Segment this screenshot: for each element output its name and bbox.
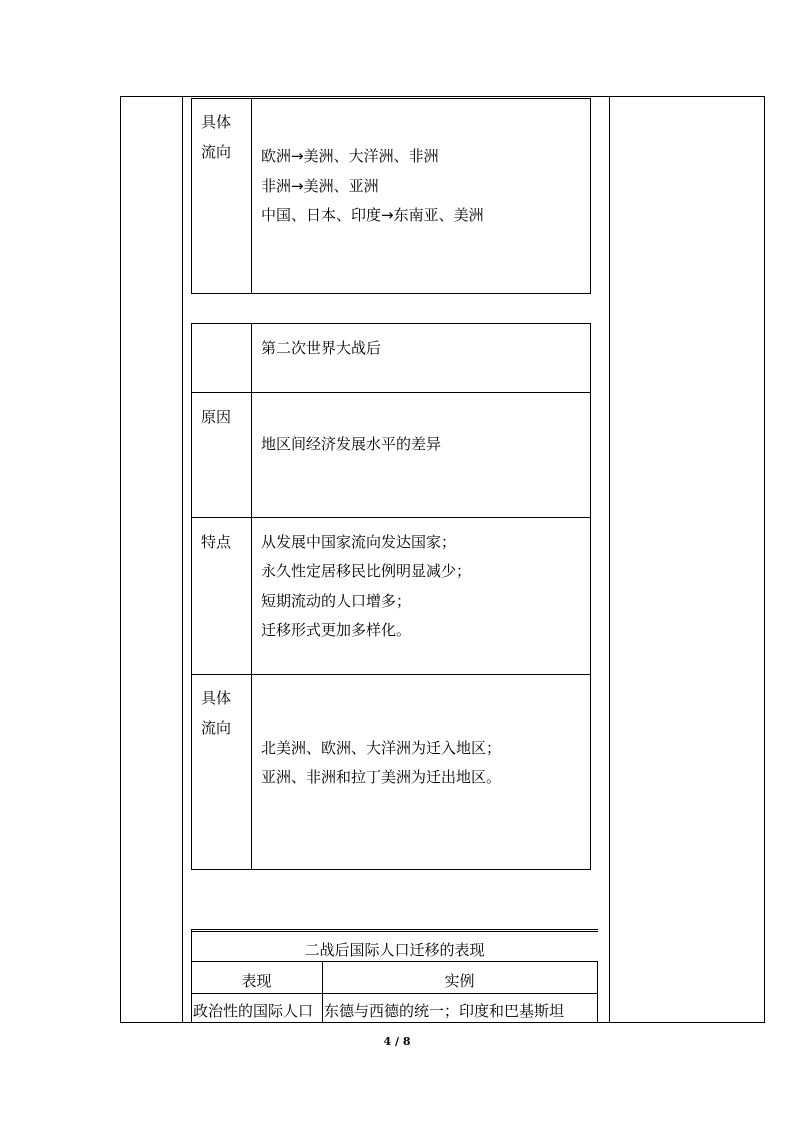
table2-row-label: 特点	[201, 533, 232, 551]
outer-right-border	[764, 96, 765, 1023]
table2-row-content: 地区间经济发展水平的差异	[261, 435, 442, 453]
table2-row-content: 北美洲、欧洲、大洋洲为迁入地区；	[261, 739, 502, 757]
table1-content-line: 欧洲→美洲、大洋洲、非洲	[261, 147, 439, 165]
table2-row-label: 原因	[201, 408, 232, 426]
table2-row-label: 流向	[201, 719, 232, 737]
outer-bottom-border	[120, 1022, 765, 1023]
table3-title-divider	[191, 961, 598, 962]
table1-content-line: 中国、日本、印度→东南亚、美洲	[261, 206, 484, 224]
table2-row-content: 从发展中国家流向发达国家；	[261, 533, 457, 551]
table3-header-col1: 表现	[241, 972, 272, 990]
table2-col-divider	[251, 323, 252, 870]
page-number: 4 / 8	[383, 1035, 411, 1048]
outer-left-border	[120, 96, 121, 1023]
outer-top-border	[120, 96, 765, 97]
table2-row-content: 亚洲、非洲和拉丁美洲为迁出地区。	[261, 768, 502, 786]
table2-left-border	[191, 323, 192, 870]
table2-header: 第二次世界大战后	[261, 339, 382, 357]
table3-right-border	[597, 961, 598, 1023]
table3-header-col2: 实例	[444, 972, 475, 990]
table1-label-line2: 流向	[201, 143, 232, 161]
table3-cell: 政治性的国际人口	[193, 1002, 314, 1020]
table1-content-line: 非洲→美洲、亚洲	[261, 177, 379, 195]
outer-divider-2	[609, 96, 610, 1023]
table3-top-border	[191, 929, 598, 932]
table3-header-divider	[191, 993, 598, 994]
table1-left-border	[191, 98, 192, 294]
table1-right-border	[590, 98, 591, 294]
outer-divider-1	[182, 96, 183, 1023]
table3-title: 二战后国际人口迁移的表现	[304, 941, 485, 959]
table2-row-content: 永久性定居移民比例明显减少；	[261, 562, 472, 580]
table2-row-content: 迁移形式更加多样化。	[261, 621, 412, 639]
table1-label-line1: 具体	[201, 113, 232, 131]
table2-row-label: 具体	[201, 689, 232, 707]
table3-cell: 东德与西德的统一；印度和巴基斯坦	[324, 1002, 565, 1020]
table2-right-border	[590, 323, 591, 870]
table2-row-content: 短期流动的人口增多；	[261, 592, 412, 610]
table1-col-divider	[251, 98, 252, 294]
